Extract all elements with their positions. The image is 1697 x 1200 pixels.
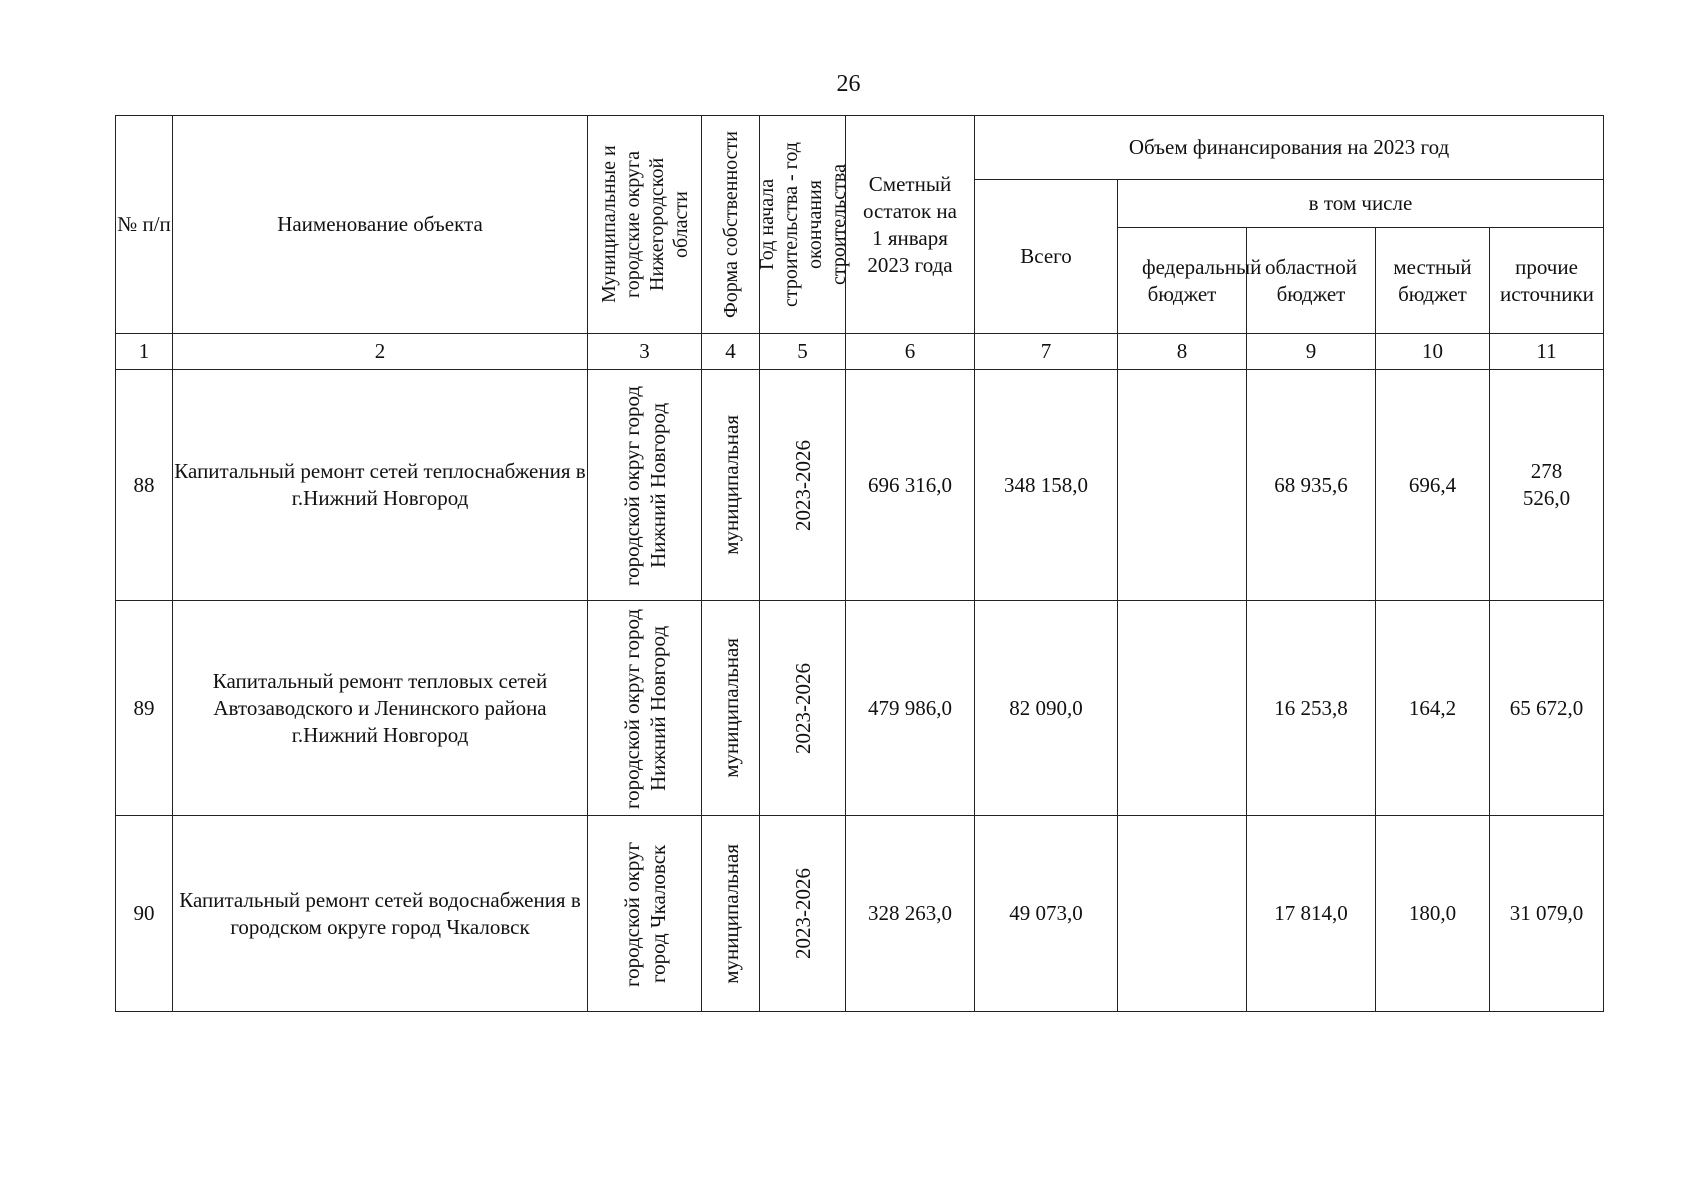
row-regional: 68 935,6 xyxy=(1247,370,1376,601)
column-number: 9 xyxy=(1247,334,1376,370)
row-municipality-text: городской округ город Нижний Новгород xyxy=(619,384,670,586)
row-regional: 17 814,0 xyxy=(1247,816,1376,1012)
row-years-text: 2023-2026 xyxy=(790,868,815,959)
header-name: Наименование объекта xyxy=(173,116,588,334)
header-regional: областной бюджет xyxy=(1247,228,1376,334)
row-ownership xyxy=(702,601,760,816)
header-total: Всего xyxy=(975,180,1118,334)
row-regional: 16 253,8 xyxy=(1247,601,1376,816)
row-other: 65 672,0 xyxy=(1490,601,1604,816)
table-row xyxy=(116,816,1604,1012)
table-row xyxy=(116,601,1604,816)
financing-table xyxy=(115,115,1604,1012)
row-years xyxy=(760,601,846,816)
header-years xyxy=(755,116,850,334)
column-number: 11 xyxy=(1490,334,1604,370)
row-federal xyxy=(1118,601,1247,816)
table-row xyxy=(116,370,1604,601)
row-local: 696,4 xyxy=(1376,370,1490,601)
row-name: Капитальный ремонт сетей водоснабжения в городском округе город Чкаловск xyxy=(173,816,588,1012)
row-estimate: 479 986,0 xyxy=(846,601,975,816)
row-ownership-text: муниципальная xyxy=(718,415,743,555)
row-no: 89 xyxy=(116,601,173,816)
column-number: 2 xyxy=(173,334,588,370)
column-number: 4 xyxy=(702,334,760,370)
row-municipality xyxy=(588,370,702,601)
header-federal: федеральный бюджет xyxy=(1118,228,1247,334)
row-years xyxy=(760,370,846,601)
row-other: 278 526,0 xyxy=(1490,370,1604,601)
row-total: 82 090,0 xyxy=(975,601,1118,816)
column-number: 10 xyxy=(1376,334,1490,370)
column-numbers-row xyxy=(116,334,1604,370)
row-municipality-text: городской округ город Чкаловск xyxy=(619,840,670,987)
row-local: 180,0 xyxy=(1376,816,1490,1012)
row-no: 90 xyxy=(116,816,173,1012)
header-municipality-text: Муниципальные и городские округа Нижегородской области xyxy=(597,145,692,304)
header-including: в том числе xyxy=(1118,180,1604,228)
row-total: 49 073,0 xyxy=(975,816,1118,1012)
row-federal xyxy=(1118,816,1247,1012)
row-no: 88 xyxy=(116,370,173,601)
header-municipality xyxy=(588,116,702,334)
row-total: 348 158,0 xyxy=(975,370,1118,601)
header-funding-group: Объем финансирования на 2023 год xyxy=(975,116,1604,180)
column-number: 3 xyxy=(588,334,702,370)
header-estimate: Сметный остаток на 1 января 2023 года xyxy=(846,116,975,334)
column-number: 1 xyxy=(116,334,173,370)
row-ownership xyxy=(702,816,760,1012)
row-years-text: 2023-2026 xyxy=(790,662,815,754)
column-number: 8 xyxy=(1118,334,1247,370)
row-other: 31 079,0 xyxy=(1490,816,1604,1012)
header-years-text: Год начала строительства - год окончания строительства xyxy=(755,142,850,307)
row-federal xyxy=(1118,370,1247,601)
header-other: прочие источники xyxy=(1490,228,1604,334)
header-no: № п/п xyxy=(116,116,173,334)
row-name: Капитальный ремонт сетей теплоснабжения в г.Нижний Новгород xyxy=(173,370,588,601)
row-estimate: 328 263,0 xyxy=(846,816,975,1012)
row-municipality xyxy=(588,601,702,816)
row-ownership-text: муниципальная xyxy=(718,843,743,984)
page-number: 26 xyxy=(836,71,861,97)
row-name: Капитальный ремонт тепловых сетей Автозаводского и Ленинского района г.Нижний Новгород xyxy=(173,601,588,816)
row-local: 164,2 xyxy=(1376,601,1490,816)
header-ownership xyxy=(702,116,760,334)
header-row-1 xyxy=(116,116,1604,180)
row-ownership-text: муниципальная xyxy=(718,638,743,778)
row-years xyxy=(760,816,846,1012)
row-ownership xyxy=(702,370,760,601)
row-years-text: 2023-2026 xyxy=(790,439,815,531)
column-number: 6 xyxy=(846,334,975,370)
row-municipality-text: городской округ город Нижний Новгород xyxy=(619,607,670,809)
column-number: 5 xyxy=(760,334,846,370)
header-local: местный бюджет xyxy=(1376,228,1490,334)
row-estimate: 696 316,0 xyxy=(846,370,975,601)
row-municipality xyxy=(588,816,702,1012)
header-ownership-text: Форма собственности xyxy=(719,131,742,318)
column-number: 7 xyxy=(975,334,1118,370)
